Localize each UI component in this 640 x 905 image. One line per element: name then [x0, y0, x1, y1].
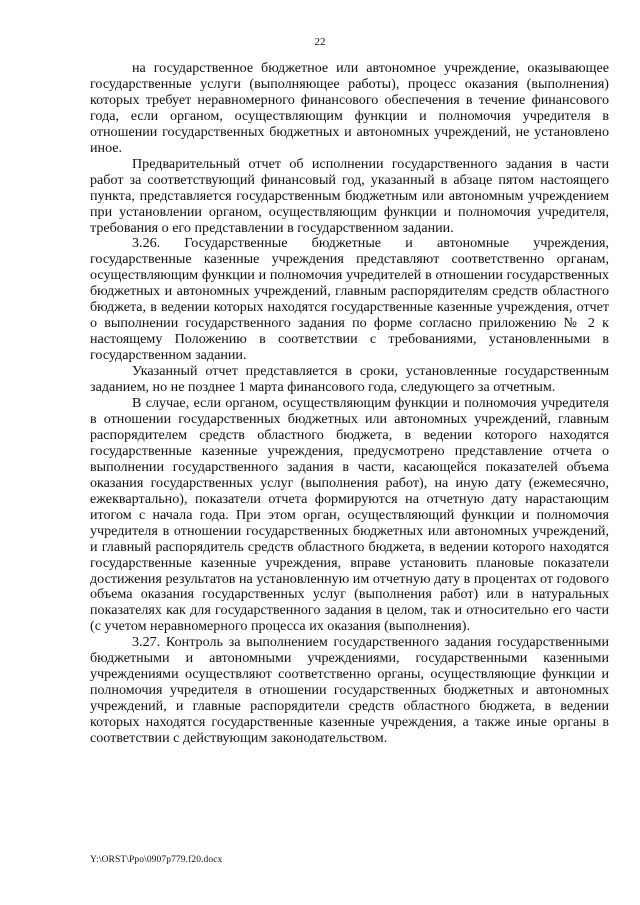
page-number: 22 [314, 36, 326, 48]
paragraph-preliminary-report: Предварительный отчет об исполнении государственного задания в части работ за соответствующий финансовый год, указанный в абзаце пятом настоящего пункта, представляется государственным бюджетным или автономным учреждением при установлении органом, осуществляющим функции и полномочия учредителя, требования о его представлении в государственном задании. [90, 155, 609, 236]
paragraph-continuation: на государственное бюджетное или автономное учреждение, оказывающее государственные услуги (выполняющее работы), процесс оказания (выполнения) которых требует неравномерного финансового обеспечения в течение финансового года, если органом, осуществляющим функции и полномочия учредителя в отношении государственных бюджетных и автономных учреждений, не установлено иное. [90, 60, 609, 156]
paragraph-3-27: 3.27. Контроль за выполнением государственного задания государственными бюджетными и автономными учреждениями, государственными казенными учреждениями осуществляют соответственно органы, осуществляющие функции и полномочия учредителя в отношении государственных бюджетных и автономных учреждений, и главные распорядители средств областного бюджета, в ведении которых находятся государственные казенные учреждения, а также иные органы в соответствии с действующим законодательством. [90, 634, 609, 747]
document-body [90, 61, 609, 747]
paragraph-other-date: В случае, если органом, осуществляющим функции и полномочия учредителя в отношении государственных бюджетных или автономных учреждений, главным распорядителем средств областного бюджета, в ведении которого находятся государственные казенные учреждения, предусмотрено представление отчета о выполнении государственного задания в части, касающейся показателей объема оказания государственных услуг (выполнения работ), на иную дату (ежемесячно, ежеквартально), показатели отчета формируются на отчетную дату нарастающим итогом с начала года. При этом орган, осуществляющий функции и полномочия учредителя в отношении государственных бюджетных или автономных учреждений, и главный распорядитель средств областного бюджета, в ведении которого находятся государственные казенные учреждения, вправе установить плановые показатели достижения результатов на установленную им отчетную дату в процентах от годового объема оказания государственных услуг (выполнения работ) или в натуральных показателях как для государственного задания в целом, так и относительно его части (с учетом неравномерного процесса их оказания (выполнения). [90, 395, 609, 635]
footer-file-path: Y:\ORST\Ppo\0907p779.f20.docx [90, 855, 223, 865]
paragraph-report-deadline: Указанный отчет представляется в сроки, установленные государственным заданием, но не позднее 1 марта финансового года, следующего за отчетным. [90, 363, 609, 396]
paragraph-3-26: 3.26. Государственные бюджетные и автономные учреждения, государственные казенные учреждения представляют соответственно органам, осуществляющим функции и полномочия учредителей в отношении государственных бюджетных и автономных учреждений, главным распорядителям средств областного бюджета, в ведении которых находятся государственные казенные учреждения, отчет о выполнении государственного задания по форме согласно приложению № 2 к настоящему Положению в соответствии с требованиями, установленными в государственном задании. [90, 235, 609, 364]
